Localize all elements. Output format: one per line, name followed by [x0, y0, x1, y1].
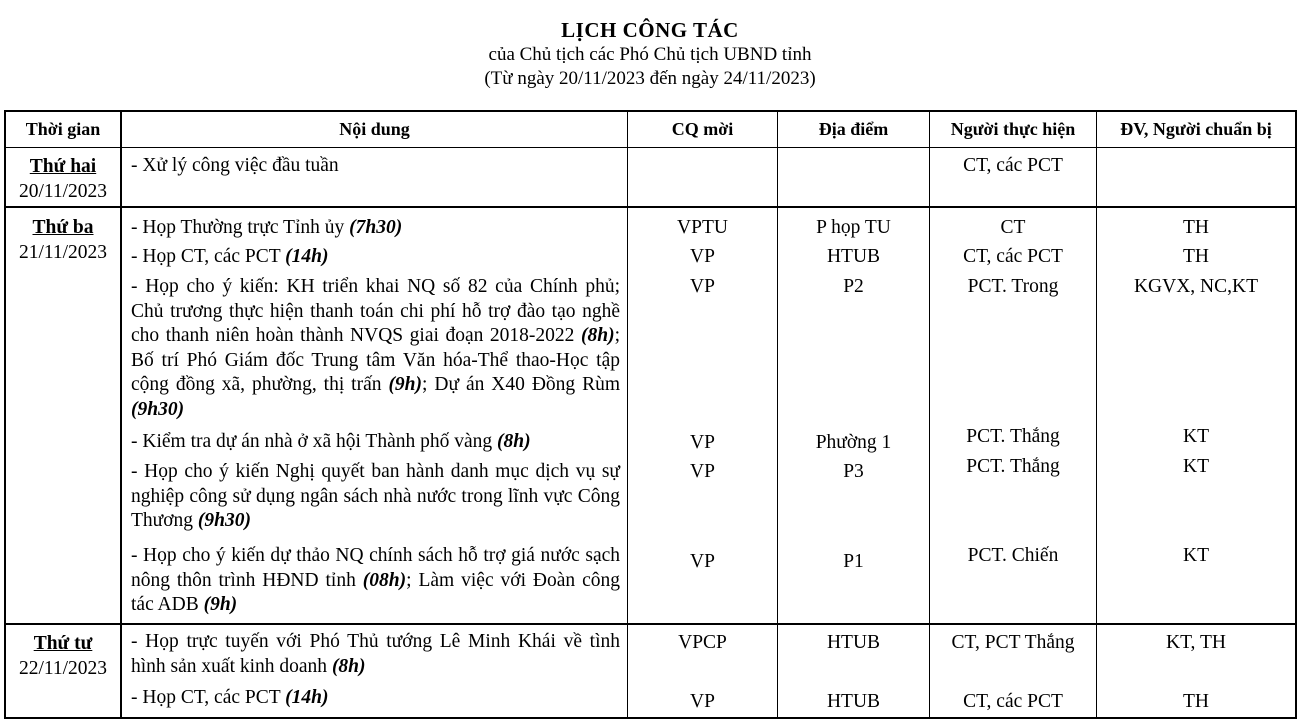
document-title: LỊCH CÔNG TÁC [561, 18, 739, 42]
item-text: ; Làm việc với Đoàn công tác ADB [131, 569, 620, 616]
item-performer: CT, các PCT [963, 155, 1063, 176]
item-preparer: TH [1183, 246, 1209, 267]
item-text: - Họp cho ý kiến dự thảo NQ chính sách hỗ trợ giá nước sạch nông thôn trình HĐND tỉnh [131, 545, 620, 591]
item-performer: PCT. Trong [967, 276, 1059, 297]
col-divider [1295, 110, 1297, 719]
item-time: (8h) [331, 655, 366, 677]
item-performer: PCT. Chiến [967, 545, 1059, 566]
item-preparer: TH [1183, 691, 1209, 712]
item-time: (9h) [203, 594, 238, 616]
day-label: Thứ tư [33, 633, 93, 654]
item-inviting-agency: VP [690, 246, 715, 267]
document-subtitle: của Chủ tịch các Phó Chủ tịch UBND tỉnh [488, 44, 812, 65]
item-description [131, 275, 620, 423]
item-description [131, 460, 620, 534]
item-performer: CT, PCT Thắng [951, 632, 1075, 653]
item-time: (14h) [285, 687, 329, 708]
item-time: (9h30) [197, 510, 252, 532]
item-description [131, 544, 620, 618]
day-label: Thứ hai [29, 156, 97, 177]
item-preparer: TH [1183, 217, 1209, 238]
item-inviting-agency: VP [690, 461, 715, 482]
column-header-content: Nội dung [339, 119, 410, 139]
table-border-bottom [4, 717, 1297, 719]
column-header-time: Thời gian [25, 119, 101, 139]
item-text: - Họp cho ý kiến Nghị quyết ban hành danh mục dịch vụ sự nghiệp công sử dụng ngân sách nhà nước trong lĩnh vực Công Thương [131, 461, 620, 532]
item-performer: CT, các PCT [963, 246, 1063, 267]
column-header-performer: Người thực hiện [950, 119, 1076, 139]
col-divider [120, 110, 122, 719]
item-location: Phường 1 [815, 432, 892, 453]
item-time: (9h) [388, 374, 423, 396]
day-divider [4, 206, 1297, 208]
item-time: (14h) [285, 246, 329, 267]
item-location: HTUB [826, 691, 881, 712]
item-text: - Họp CT, các PCT [131, 246, 286, 267]
item-description [131, 154, 620, 179]
item-time: (8h) [497, 431, 531, 452]
item-inviting-agency: VP [690, 276, 715, 297]
item-performer: CT, các PCT [963, 691, 1063, 712]
column-header-preparer: ĐV, Người chuẩn bị [1120, 119, 1272, 139]
item-description [131, 216, 620, 241]
item-description [131, 686, 620, 711]
item-performer: CT [1000, 217, 1026, 238]
item-text: - Họp CT, các PCT [131, 687, 286, 708]
item-time: (08h) [362, 569, 407, 591]
day-label: Thứ ba [32, 217, 94, 238]
item-description [131, 430, 620, 455]
item-location: HTUB [826, 632, 881, 653]
item-inviting-agency: VPTU [677, 217, 728, 238]
item-location: P2 [843, 276, 864, 297]
col-divider [627, 110, 628, 719]
item-preparer: KT, TH [1166, 632, 1226, 653]
item-performer: PCT. Thắng [966, 456, 1060, 477]
item-text: - Xử lý công việc đầu tuần [131, 155, 339, 176]
col-divider [777, 110, 778, 719]
item-time: (9h30) [131, 398, 185, 420]
column-header-location: Địa điểm [818, 119, 889, 139]
day-date: 22/11/2023 [18, 658, 108, 679]
item-time: (7h30) [349, 217, 403, 238]
item-performer: PCT. Thắng [966, 426, 1060, 447]
col-divider [1096, 110, 1097, 719]
table-border-top [4, 110, 1297, 112]
item-location: P họp TU [816, 217, 891, 238]
item-inviting-agency: VPCP [678, 632, 727, 653]
item-text: ; Dự án X40 Đồng Rùm [422, 374, 621, 396]
item-location: P3 [843, 461, 864, 482]
col-divider [929, 110, 930, 719]
day-date: 21/11/2023 [18, 242, 108, 263]
item-inviting-agency: VP [690, 432, 715, 453]
item-text: - Họp cho ý kiến: KH triển khai NQ số 82 của Chính phủ; Chủ trương thực hiện thanh toán chi phí hỗ trợ đào tạo nghề cho thanh niên hoàn thành NVQS giai đoạn 2018-2022 [131, 276, 620, 347]
item-description [131, 630, 620, 679]
item-text: ; Bố trí Phó Giám đốc Trung tâm Văn hóa-Thể thao-Học tập cộng đồng xã, phường, thị trấn [131, 325, 620, 396]
item-time: (8h) [580, 325, 615, 347]
item-preparer: KT [1183, 545, 1209, 566]
item-preparer: KT [1183, 426, 1209, 447]
item-location: P1 [843, 551, 864, 572]
item-preparer: KGVX, NC,KT [1133, 276, 1259, 297]
item-text: - Họp trực tuyến với Phó Thủ tướng Lê Minh Khái về tình hình sản xuất kinh doanh [131, 631, 620, 677]
date-range: (Từ ngày 20/11/2023 đến ngày 24/11/2023) [484, 68, 816, 89]
column-header-inviting-agency: CQ mời [671, 119, 734, 139]
item-inviting-agency: VP [690, 551, 715, 572]
item-preparer: KT [1183, 456, 1209, 477]
item-description [131, 245, 620, 270]
item-inviting-agency: VP [690, 691, 715, 712]
item-text: - Họp Thường trực Tỉnh ủy [131, 217, 350, 238]
header-divider [4, 147, 1297, 148]
item-location: HTUB [826, 246, 881, 267]
item-text: - Kiểm tra dự án nhà ở xã hội Thành phố vàng [131, 431, 498, 452]
day-divider [4, 623, 1297, 625]
day-date: 20/11/2023 [18, 181, 108, 202]
